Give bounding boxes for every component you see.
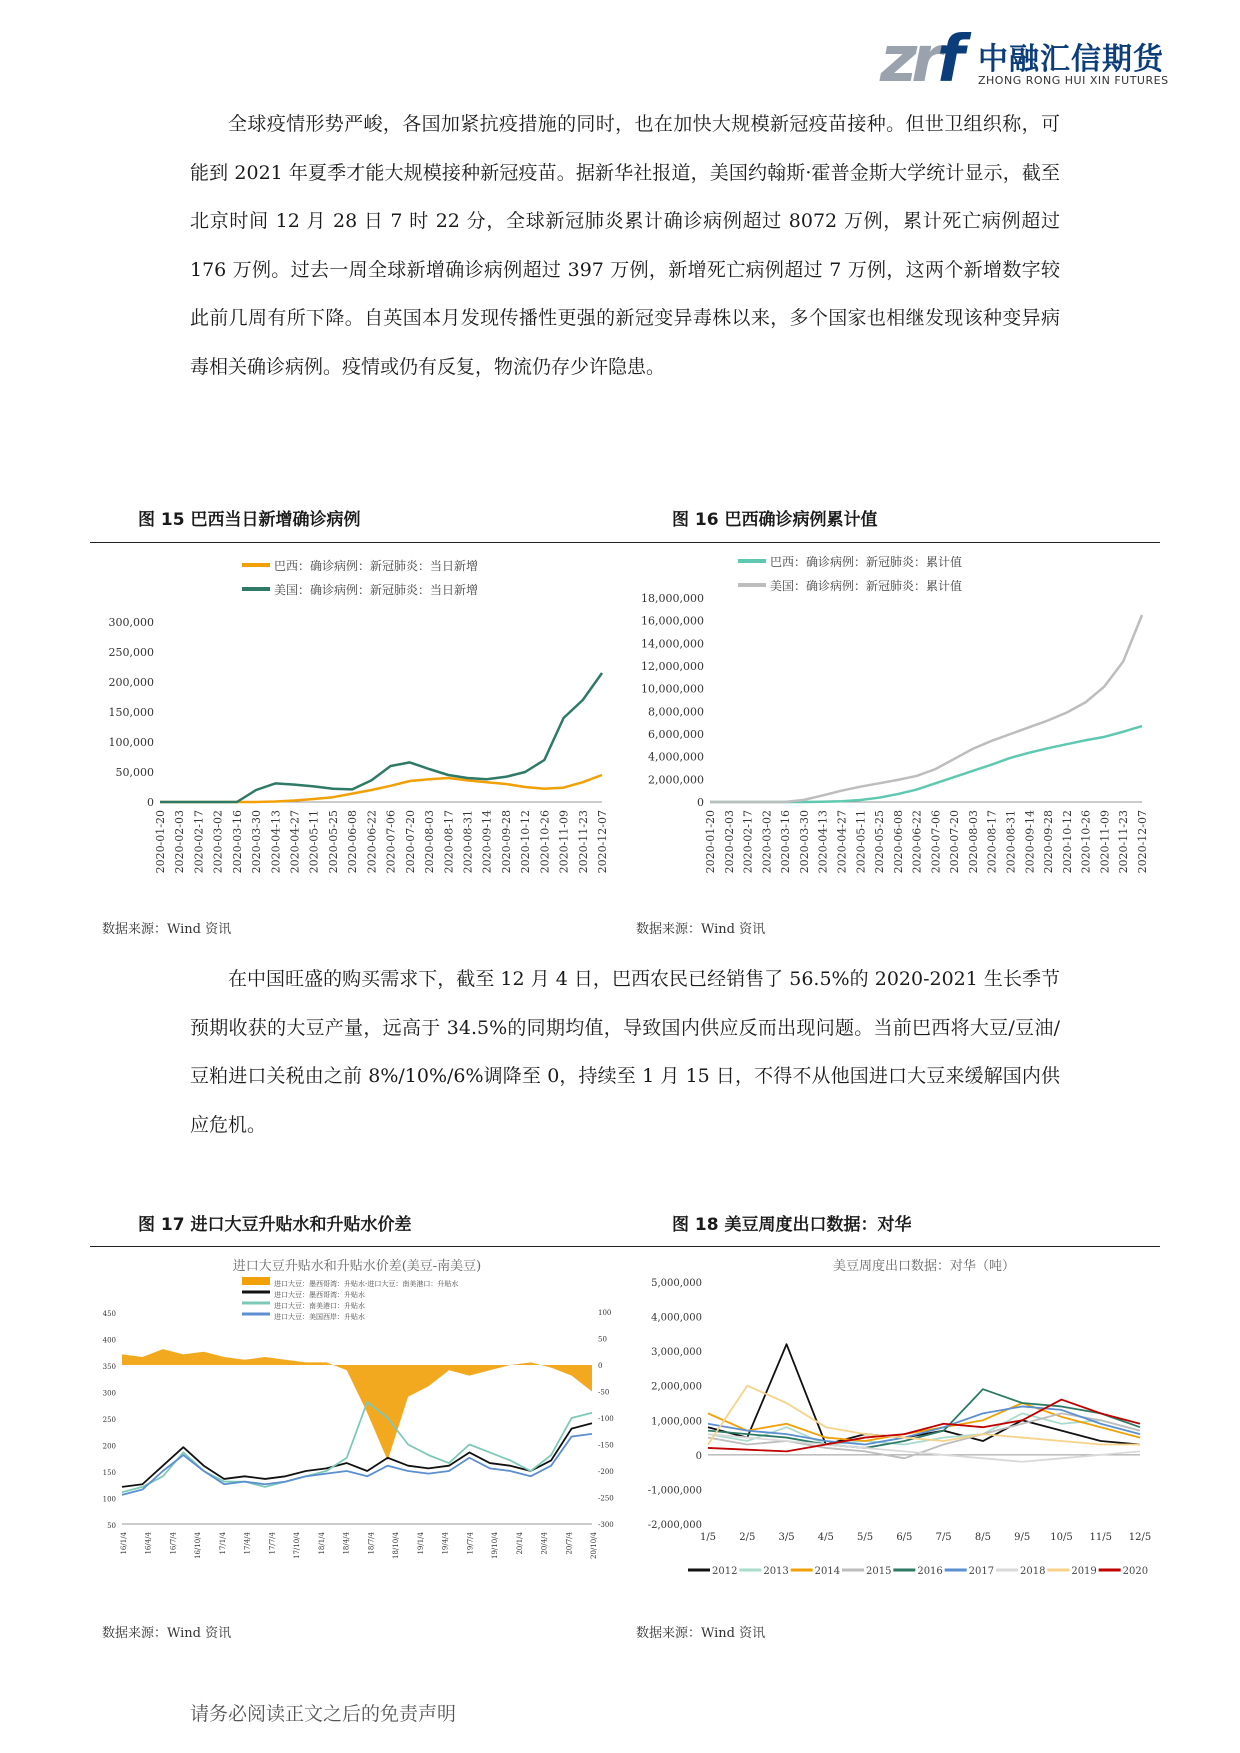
x-tick-label: 2020-05-11	[854, 810, 868, 874]
series-line	[122, 1423, 592, 1487]
legend-label: 2014	[814, 1566, 841, 1577]
x-tick-label: 2020-03-16	[779, 810, 793, 874]
x-tick-label: 2020-03-16	[230, 810, 244, 874]
y-tick-label: 200,000	[108, 676, 154, 689]
x-tick-label: 9/5	[1014, 1532, 1031, 1543]
series-line	[710, 615, 1142, 802]
x-tick-label: 2020-05-11	[307, 810, 321, 874]
x-tick-label: 2020-07-06	[929, 810, 943, 874]
x-tick-label: 18/7/4	[367, 1532, 376, 1555]
legend-label: 2017	[968, 1566, 995, 1577]
x-tick-label: 2020-01-20	[154, 810, 167, 874]
legend-label: 美国：确诊病例：新冠肺炎：累计值	[770, 579, 963, 593]
x-tick-label: 11/5	[1089, 1532, 1112, 1543]
y-tick-label: 250	[102, 1416, 116, 1424]
y-tick-label: 4,000,000	[651, 1312, 702, 1324]
x-tick-label: 2020-08-31	[1004, 810, 1018, 874]
x-tick-label: 16/4/4	[144, 1532, 153, 1555]
figure-rule	[90, 1246, 1160, 1247]
y-tick-label: 18,000,000	[641, 592, 704, 605]
disclaimer-footer: 请务必阅读正文之后的免责声明	[190, 1703, 457, 1725]
legend-label: 2012	[712, 1566, 738, 1577]
y-tick-label: 10,000,000	[641, 682, 704, 696]
legend-label: 2018	[1020, 1566, 1046, 1577]
x-tick-label: 2020-04-13	[269, 810, 283, 874]
y-right-tick-label: -250	[598, 1494, 614, 1503]
x-tick-label: 20/1/4	[515, 1532, 524, 1555]
x-tick-label: 2020-03-02	[211, 810, 225, 874]
y-right-tick-label: -200	[598, 1468, 614, 1476]
logo-mark: zrf	[880, 23, 959, 97]
x-tick-label: 19/1/4	[416, 1532, 425, 1555]
y-tick-label: 300	[102, 1389, 116, 1398]
x-tick-label: 2020-02-17	[741, 810, 755, 874]
x-tick-label: 2020-10-26	[1079, 810, 1093, 874]
legend-label: 进口大豆：南美港口：升贴水	[274, 1302, 365, 1310]
legend-label: 巴西：确诊病例：新冠肺炎：累计值	[770, 555, 963, 569]
x-tick-label: 2020-07-20	[948, 810, 962, 874]
x-tick-label: 19/4/4	[441, 1532, 450, 1555]
x-tick-label: 19/10/4	[491, 1532, 500, 1559]
x-tick-label: 17/4/4	[243, 1532, 252, 1555]
x-tick-label: 1/5	[699, 1532, 717, 1543]
x-tick-label: 20/10/4	[590, 1532, 598, 1559]
figure-15-title: 图 15 巴西当日新增确诊病例	[138, 510, 361, 530]
y-right-tick-label: -100	[598, 1415, 614, 1423]
y-tick-label: 0	[695, 1450, 702, 1462]
y-tick-label: 200	[102, 1442, 116, 1451]
x-tick-label: 2020-09-28	[1042, 810, 1056, 874]
x-tick-label: 18/10/4	[392, 1532, 401, 1559]
x-tick-label: 2020-06-08	[891, 810, 905, 874]
paragraph-brazil-soybean: 在中国旺盛的购买需求下，截至 12 月 4 日，巴西农民已经销售了 56.5%的 2020-2021 生长季节预期收获的大豆产量，远高于 34.5%的同期均值，导致国内供应反而出现问题。当前巴西将大豆/豆油/豆粕进口关税由之前 8%/10%/6%调降至 0，持续至 1 月 15 日，不得不从他国进口大豆来缓解国内供应危机。	[190, 968, 1060, 1136]
x-tick-label: 2020-06-08	[346, 810, 360, 874]
y-tick-label: 5,000,000	[651, 1278, 702, 1289]
x-tick-label: 2020-09-14	[480, 810, 494, 874]
x-tick-label: 2020-05-25	[326, 810, 340, 874]
figure-rule	[90, 542, 1160, 543]
x-tick-label: 17/1/4	[218, 1532, 227, 1555]
x-tick-label: 2020-03-30	[797, 810, 811, 874]
y-tick-label: 0	[697, 796, 704, 809]
x-tick-label: 2020-11-09	[557, 810, 571, 874]
x-tick-label: 2020-12-07	[596, 810, 609, 874]
y-tick-label: 2,000,000	[648, 773, 704, 787]
y-tick-label: 100,000	[108, 736, 154, 749]
x-tick-label: 20/4/4	[540, 1532, 549, 1555]
x-tick-label: 2020-08-17	[442, 810, 456, 874]
y-tick-label: 16,000,000	[641, 614, 704, 628]
x-tick-label: 2020-11-23	[1117, 810, 1131, 874]
y-right-tick-label: -150	[598, 1441, 614, 1450]
y-right-tick-label: -300	[598, 1521, 614, 1529]
series-line	[122, 1434, 592, 1495]
x-tick-label: 2020-12-07	[1136, 810, 1149, 874]
y-tick-label: 2,000,000	[651, 1381, 702, 1393]
legend-label: 2016	[917, 1566, 943, 1577]
y-tick-label: 8,000,000	[648, 705, 704, 719]
chart-title: 美豆周度出口数据：对华（吨）	[832, 1259, 1016, 1274]
legend-label: 美国：确诊病例：新冠肺炎：当日新增	[274, 583, 479, 597]
figure-18-title: 图 18 美豆周度出口数据：对华	[672, 1215, 912, 1235]
legend-label: 进口大豆：墨西哥湾：升贴水	[274, 1291, 365, 1299]
chart-17-svg	[92, 1252, 622, 1592]
x-tick-label: 2020-08-03	[423, 810, 437, 874]
paragraph-epidemic: 全球疫情形势严峻，各国加紧抗疫措施的同时，也在加快大规模新冠疫苗接种。但世卫组织称，可能到 2021 年夏季才能大规模接种新冠疫苗。据新华社报道，美国约翰斯·霍普金斯大学统计显示，截至北京时间 12 月 28 日 7 时 22 分，全球新冠肺炎累计确诊病例超过 8072 万例，累计死亡病例超过 176 万例。过去一周全球新增确诊病例超过 397 万例，新增死亡病例超过 7 万例，这两个新增数字较此前几周有所下降。自英国本月发现传播性更强的新冠变异毒株以来，多个国家也相继发现该种变异病毒相关确诊病例。疫情或仍有反复，物流仍存少许隐患。	[190, 113, 1060, 378]
x-tick-label: 17/10/4	[293, 1532, 302, 1559]
y-tick-label: 250,000	[108, 646, 154, 659]
x-tick-label: 19/7/4	[466, 1532, 475, 1555]
x-tick-label: 2020-08-31	[461, 810, 475, 874]
figure-16-title: 图 16 巴西确诊病例累计值	[672, 510, 878, 530]
x-tick-label: 5/5	[857, 1532, 874, 1543]
x-tick-label: 2020-01-20	[704, 810, 717, 874]
chart-title: 进口大豆升贴水和升贴水价差(美豆-南美豆)	[232, 1259, 482, 1274]
series-line	[160, 775, 602, 802]
series-area	[122, 1349, 592, 1460]
x-tick-label: 2020-02-03	[722, 810, 736, 874]
logo-name-en: ZHONG RONG HUI XIN FUTURES	[978, 74, 1169, 87]
x-tick-label: 2020-11-23	[576, 810, 590, 874]
x-tick-label: 2020-07-06	[384, 810, 398, 874]
x-tick-label: 2020-03-02	[760, 810, 774, 874]
y-tick-label: 50	[107, 1522, 116, 1530]
x-tick-label: 10/5	[1050, 1532, 1073, 1543]
y-tick-label: 4,000,000	[648, 750, 704, 764]
y-tick-label: 100	[102, 1495, 116, 1504]
series-line	[710, 726, 1142, 802]
y-tick-label: 400	[102, 1336, 116, 1345]
chart-16	[628, 548, 1158, 888]
x-tick-label: 2020-10-12	[1060, 810, 1074, 874]
chart-16-svg	[628, 548, 1158, 888]
y-tick-label: 12,000,000	[641, 660, 704, 673]
y-tick-label: 1,000,000	[651, 1416, 702, 1428]
legend-label: 2015	[866, 1566, 892, 1577]
x-tick-label: 2020-02-17	[192, 810, 206, 874]
x-tick-label: 2020-09-28	[499, 810, 513, 874]
figure-16-source: 数据来源：Wind 资讯	[636, 922, 766, 937]
x-tick-label: 2020-07-20	[403, 810, 417, 874]
x-tick-label: 18/1/4	[317, 1532, 326, 1555]
y-tick-label: -1,000,000	[647, 1485, 702, 1497]
x-tick-label: 4/5	[817, 1532, 834, 1543]
x-tick-label: 8/5	[974, 1532, 991, 1543]
series-line	[122, 1402, 592, 1492]
x-tick-label: 17/7/4	[268, 1532, 277, 1555]
x-tick-label: 7/5	[935, 1532, 952, 1543]
chart-18-svg	[628, 1252, 1158, 1592]
x-tick-label: 12/5	[1128, 1532, 1152, 1543]
x-tick-label: 2020-06-22	[365, 810, 379, 874]
x-tick-label: 2020-08-03	[966, 810, 980, 874]
legend-label: 2019	[1071, 1566, 1097, 1577]
y-tick-label: 350	[102, 1363, 116, 1371]
x-tick-label: 2020-10-26	[538, 810, 552, 874]
x-tick-label: 16/10/4	[194, 1532, 203, 1559]
figure-17-source: 数据来源：Wind 资讯	[102, 1626, 232, 1641]
legend-label: 2020	[1122, 1566, 1149, 1577]
figure-18-source: 数据来源：Wind 资讯	[636, 1626, 766, 1641]
chart-15	[92, 548, 622, 888]
x-tick-label: 16/1/4	[120, 1532, 128, 1555]
x-tick-label: 2020-03-30	[250, 810, 264, 874]
x-tick-label: 2020-04-27	[835, 810, 849, 874]
y-tick-label: 300,000	[108, 616, 154, 629]
x-tick-label: 20/7/4	[565, 1532, 574, 1555]
x-tick-label: 2020-11-09	[1098, 810, 1112, 874]
x-tick-label: 2020-06-22	[910, 810, 924, 874]
series-line	[160, 673, 602, 802]
logo-name-cn: 中融汇信期货	[978, 42, 1164, 77]
y-tick-label: 14,000,000	[641, 637, 704, 651]
figure-17-title: 图 17 进口大豆升贴水和升贴水价差	[138, 1215, 412, 1235]
y-tick-label: 450	[102, 1310, 116, 1318]
legend-label: 进口大豆：美国西岸：升贴水	[274, 1313, 365, 1321]
y-tick-label: 3,000,000	[651, 1347, 702, 1359]
x-tick-label: 16/7/4	[169, 1532, 178, 1555]
y-right-tick-label: 0	[598, 1362, 603, 1370]
chart-17	[92, 1252, 622, 1592]
company-logo	[880, 23, 1170, 98]
x-tick-label: 2020-05-25	[873, 810, 887, 874]
x-tick-label: 3/5	[778, 1532, 795, 1543]
y-tick-label: -2,000,000	[647, 1520, 702, 1531]
x-tick-label: 2020-02-03	[173, 810, 187, 874]
y-tick-label: 150	[102, 1469, 116, 1477]
x-tick-label: 18/4/4	[342, 1532, 351, 1555]
legend-label: 巴西：确诊病例：新冠肺炎：当日新增	[274, 559, 479, 573]
y-right-tick-label: -50	[598, 1388, 610, 1397]
figure-15-source: 数据来源：Wind 资讯	[102, 922, 232, 937]
y-right-tick-label: 100	[598, 1309, 612, 1317]
legend-label: 进口大豆：墨西哥湾：升贴水-进口大豆：南美港口：升贴水	[274, 1280, 459, 1288]
x-tick-label: 6/5	[896, 1532, 913, 1543]
x-tick-label: 2020-10-12	[519, 810, 533, 874]
y-tick-label: 50,000	[115, 766, 154, 779]
y-right-tick-label: 50	[598, 1335, 607, 1344]
legend-swatch	[242, 1277, 270, 1285]
x-tick-label: 2020-04-13	[816, 810, 830, 874]
x-tick-label: 2020-08-17	[985, 810, 999, 874]
y-tick-label: 150,000	[108, 706, 154, 719]
series-line	[708, 1434, 1140, 1462]
x-tick-label: 2020-09-14	[1023, 810, 1037, 874]
x-tick-label: 2020-04-27	[288, 810, 302, 874]
legend-label: 2013	[763, 1566, 789, 1577]
y-tick-label: 6,000,000	[648, 728, 704, 741]
chart-15-svg	[92, 548, 622, 888]
y-tick-label: 0	[147, 796, 154, 809]
chart-18	[628, 1252, 1158, 1592]
x-tick-label: 2/5	[739, 1532, 756, 1543]
